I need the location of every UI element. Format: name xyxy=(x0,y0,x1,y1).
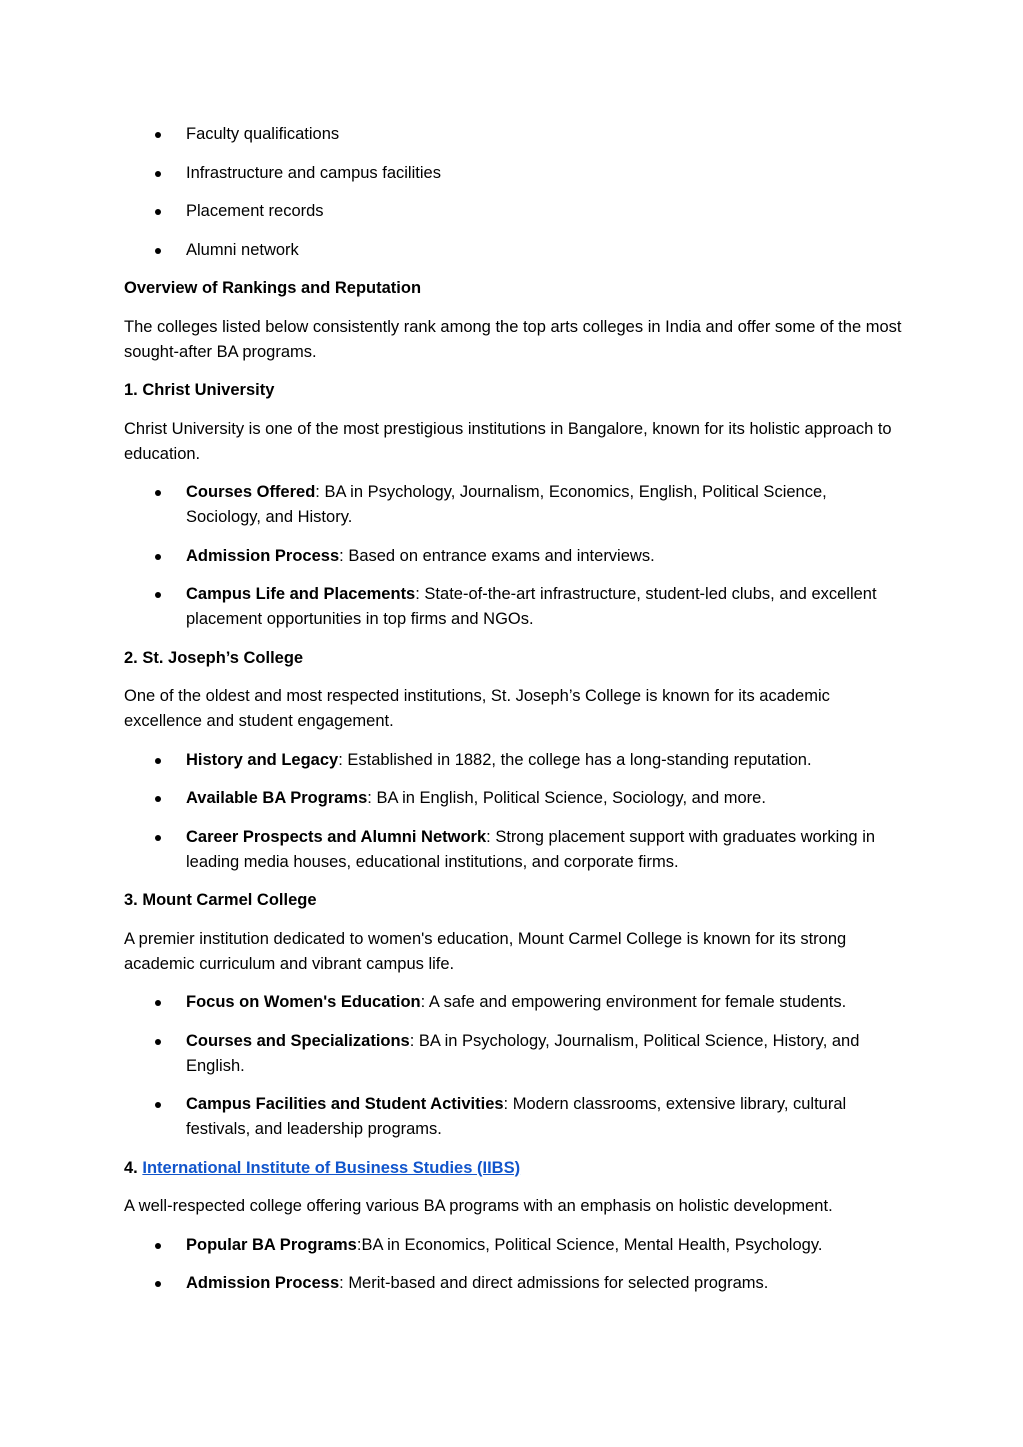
point-term: Courses and Specializations xyxy=(186,1031,410,1050)
college-heading: 4. International Institute of Business Studies (IIBS) xyxy=(124,1158,521,1177)
college-description: Christ University is one of the most prestigious institutions in Bangalore, known for its holistic approach to education. xyxy=(124,419,892,463)
criteria-list xyxy=(124,122,904,263)
overview-heading: Overview of Rankings and Reputation xyxy=(124,279,422,297)
list-item: Courses and Specializations: BA in Psychology, Journalism, Political Science, History, and English. xyxy=(124,1029,904,1079)
bullet-icon xyxy=(155,758,161,764)
bullet-icon xyxy=(155,171,161,177)
list-item: Alumni network xyxy=(124,238,904,263)
bullet-icon xyxy=(155,1102,161,1108)
point-term: Campus Life and Placements xyxy=(186,585,416,603)
point-term: Career Prospects and Alumni Network xyxy=(186,827,487,846)
college-points-list xyxy=(124,990,904,1142)
point-text: Established in 1882, the college has a long-standing reputation. xyxy=(347,750,812,769)
bullet-icon xyxy=(155,209,161,215)
bullet-icon xyxy=(155,835,161,841)
point-text: Modern classrooms, extensive library, cultural festivals, and leadership programs. xyxy=(186,1095,847,1138)
point-term: Popular BA Programs xyxy=(186,1235,357,1254)
college-points-list xyxy=(124,480,904,632)
point-term: Campus Facilities and Student Activities xyxy=(186,1095,504,1113)
bullet-icon xyxy=(155,1281,161,1287)
point-term: History and Legacy xyxy=(186,750,339,769)
bullet-icon xyxy=(155,796,161,802)
list-item: Placement records xyxy=(124,199,904,224)
college-heading: 3. Mount Carmel College xyxy=(124,891,317,909)
college-points-list xyxy=(124,1233,904,1297)
list-item: Campus Life and Placements: State-of-the-art infrastructure, student-led clubs, and excellent placement opportunities in top firms and NGOs. xyxy=(124,582,904,632)
point-term: Admission Process xyxy=(186,546,340,565)
bullet-icon xyxy=(155,1243,161,1249)
point-text: BA in Psychology, Journalism, Political Science, History, and English. xyxy=(186,1031,860,1075)
college-description: A well-respected college offering various BA programs with an emphasis on holistic development. xyxy=(124,1197,833,1215)
bullet-icon xyxy=(155,132,161,138)
point-text: Strong placement support with graduates working in leading media houses, educational institutions, and corporate firms. xyxy=(186,827,876,871)
bullet-icon xyxy=(155,1039,161,1045)
bullet-icon xyxy=(155,490,161,496)
point-term: Available BA Programs xyxy=(186,789,368,807)
college-description: A premier institution dedicated to women's education, Mount Carmel College is known for its strong academic curriculum and vibrant campus life. xyxy=(124,929,847,973)
list-item: Faculty qualifications xyxy=(124,122,904,147)
point-text: Based on entrance exams and interviews. xyxy=(348,546,655,565)
list-item: History and Legacy: Established in 1882, the college has a long-standing reputation. xyxy=(124,748,904,773)
list-item: Admission Process: Based on entrance exams and interviews. xyxy=(124,544,904,569)
point-text: BA in Economics, Political Science, Mental Health, Psychology. xyxy=(361,1235,823,1254)
list-item: Career Prospects and Alumni Network: Strong placement support with graduates working in leading media houses, educational institutions, and corporate firms. xyxy=(124,825,904,875)
point-text: A safe and empowering environment for female students. xyxy=(428,993,847,1011)
iibs-link[interactable]: International Institute of Business Studies (IIBS) xyxy=(142,1158,521,1177)
point-text: Merit-based and direct admissions for selected programs. xyxy=(348,1274,769,1292)
list-item: Admission Process: Merit-based and direct admissions for selected programs. xyxy=(124,1271,904,1296)
college-points-list xyxy=(124,748,904,875)
bullet-icon xyxy=(155,554,161,560)
list-item: Focus on Women's Education: A safe and empowering environment for female students. xyxy=(124,990,904,1015)
point-term: Courses Offered xyxy=(186,483,316,501)
point-text: BA in Psychology, Journalism, Economics, English, Political Science, Sociology, and History. xyxy=(186,483,827,526)
college-heading: 2. St. Joseph’s College xyxy=(124,648,304,667)
document-page xyxy=(124,122,904,1310)
bullet-icon xyxy=(155,592,161,598)
college-description: One of the oldest and most respected institutions, St. Joseph’s College is known for its academic excellence and student engagement. xyxy=(124,687,830,730)
point-text: BA in English, Political Science, Sociology, and more. xyxy=(376,789,766,807)
point-term: Admission Process xyxy=(186,1274,340,1292)
list-item: Available BA Programs: BA in English, Political Science, Sociology, and more. xyxy=(124,786,904,811)
point-text: State-of-the-art infrastructure, student-led clubs, and excellent placement opportunities in top firms and NGOs. xyxy=(186,585,877,628)
list-item: Infrastructure and campus facilities xyxy=(124,161,904,186)
list-item: Popular BA Programs:BA in Economics, Political Science, Mental Health, Psychology. xyxy=(124,1233,904,1258)
point-term: Focus on Women's Education xyxy=(186,993,421,1011)
bullet-icon xyxy=(155,1000,161,1006)
overview-paragraph: The colleges listed below consistently rank among the top arts colleges in India and offer some of the most sought-after BA programs. xyxy=(124,317,902,361)
list-item: Courses Offered: BA in Psychology, Journalism, Economics, English, Political Science, Sociology, and History. xyxy=(124,480,904,530)
college-heading: 1. Christ University xyxy=(124,381,275,399)
bullet-icon xyxy=(155,248,161,254)
list-item: Campus Facilities and Student Activities: Modern classrooms, extensive library, cultural festivals, and leadership programs. xyxy=(124,1092,904,1142)
